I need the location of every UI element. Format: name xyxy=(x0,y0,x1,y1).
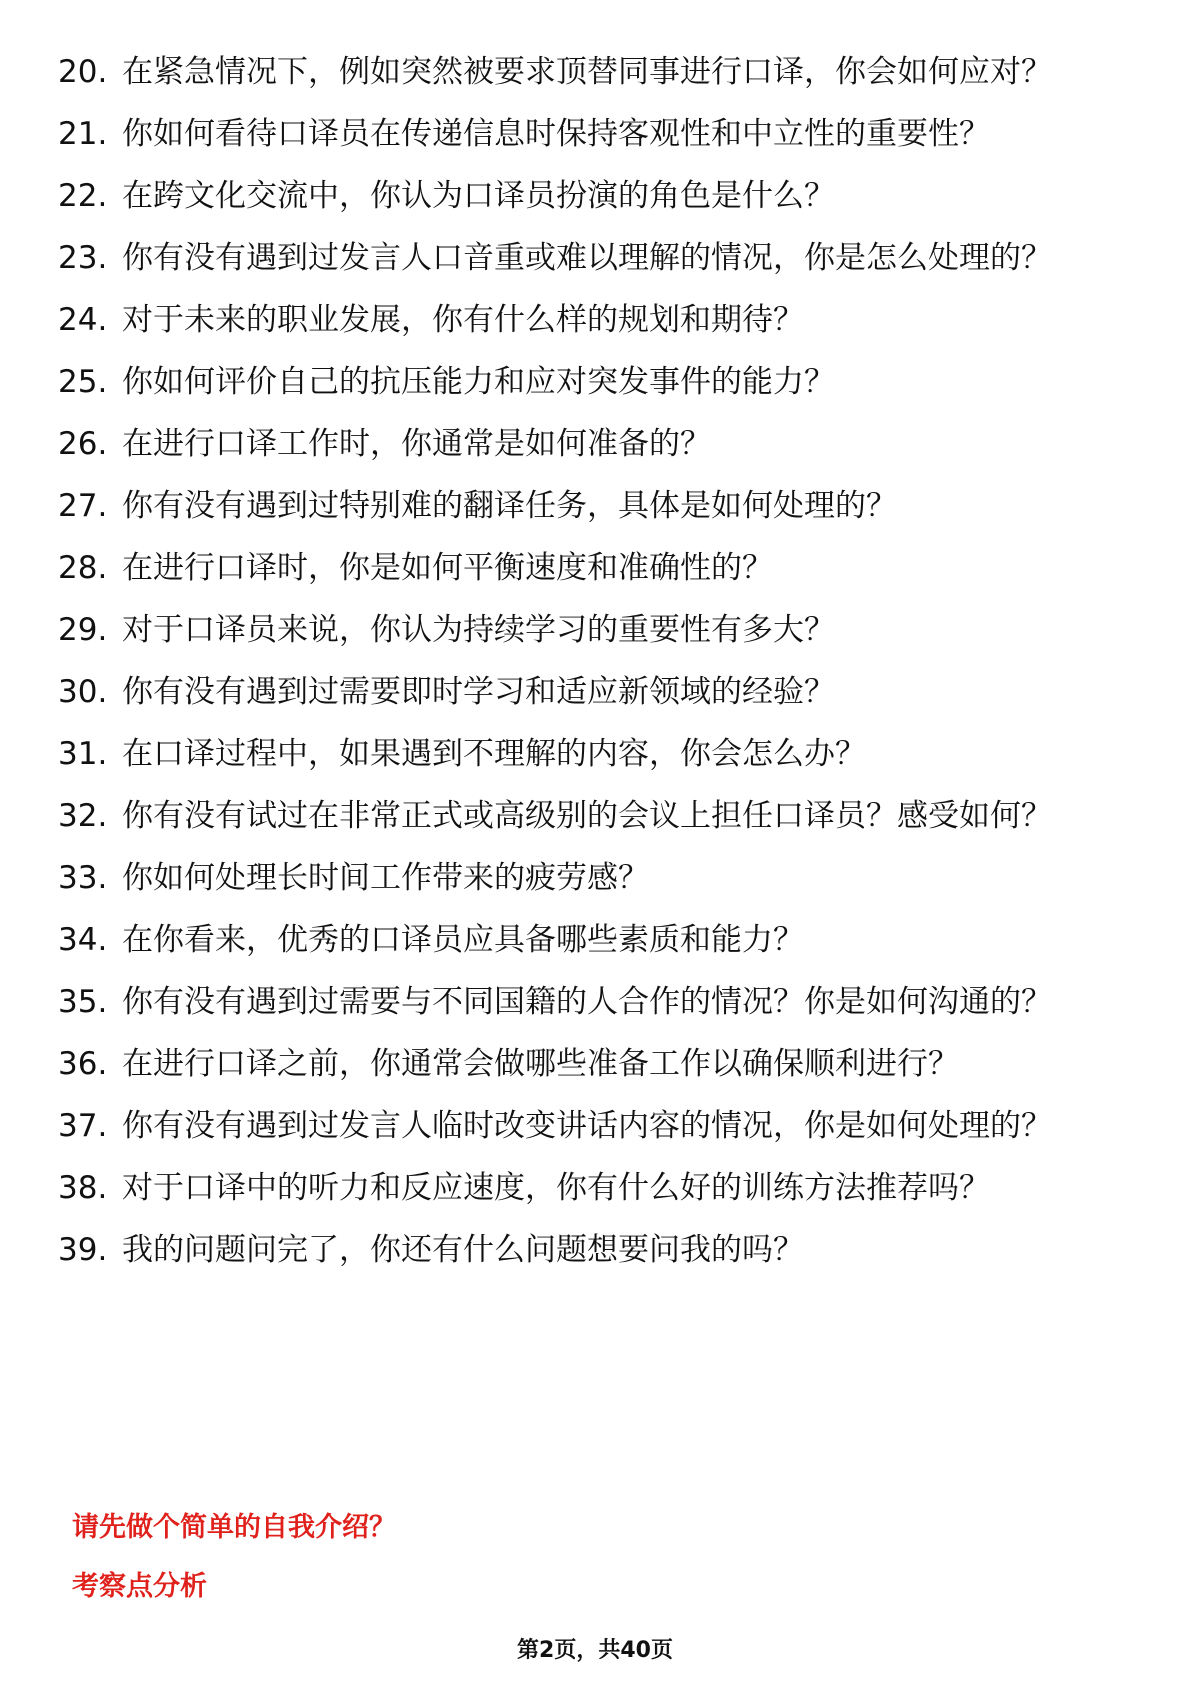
question-item xyxy=(58,176,1118,217)
question-text: 你如何处理长时间工作带来的疲劳感？ xyxy=(122,860,649,896)
question-list xyxy=(58,52,1118,1292)
question-text: 在紧急情况下，例如突然被要求顶替同事进行口译，你会如何应对？ xyxy=(122,54,1052,90)
question-item xyxy=(58,1044,1118,1085)
question-number: 21. xyxy=(58,116,108,152)
question-item xyxy=(58,486,1118,527)
question-text: 在进行口译之前，你通常会做哪些准备工作以确保顺利进行？ xyxy=(122,1046,959,1082)
question-item xyxy=(58,1230,1118,1271)
question-item xyxy=(58,300,1118,341)
question-text: 我的问题问完了，你还有什么问题想要问我的吗？ xyxy=(122,1232,804,1268)
question-number: 32. xyxy=(58,798,108,834)
question-number: 34. xyxy=(58,922,108,958)
question-number: 36. xyxy=(58,1046,108,1082)
question-text: 你有没有遇到过需要与不同国籍的人合作的情况？你是如何沟通的？ xyxy=(122,984,1052,1020)
question-item xyxy=(58,982,1118,1023)
question-item xyxy=(58,610,1118,651)
question-item xyxy=(58,238,1118,279)
question-item xyxy=(58,362,1118,403)
question-text: 在进行口译时，你是如何平衡速度和准确性的？ xyxy=(122,550,773,586)
question-text: 你如何看待口译员在传递信息时保持客观性和中立性的重要性？ xyxy=(122,116,990,152)
section-heading-analysis: 考察点分析 xyxy=(72,1571,207,1602)
question-text: 在口译过程中，如果遇到不理解的内容，你会怎么办？ xyxy=(122,736,866,772)
question-number: 22. xyxy=(58,178,108,214)
question-number: 28. xyxy=(58,550,108,586)
question-number: 37. xyxy=(58,1108,108,1144)
question-item xyxy=(58,548,1118,589)
question-item xyxy=(58,52,1118,93)
question-number: 26. xyxy=(58,426,108,462)
question-number: 38. xyxy=(58,1170,108,1206)
question-text: 在进行口译工作时，你通常是如何准备的？ xyxy=(122,426,711,462)
question-text: 你有没有遇到过发言人临时改变讲话内容的情况，你是如何处理的？ xyxy=(122,1108,1052,1144)
question-item xyxy=(58,920,1118,961)
question-text: 你有没有遇到过特别难的翻译任务，具体是如何处理的？ xyxy=(122,488,897,524)
question-text: 你有没有试过在非常正式或高级别的会议上担任口译员？感受如何？ xyxy=(122,798,1052,834)
question-item xyxy=(58,796,1118,837)
question-item xyxy=(58,858,1118,899)
question-number: 20. xyxy=(58,54,108,90)
question-text: 你有没有遇到过需要即时学习和适应新领域的经验？ xyxy=(122,674,835,710)
question-text: 对于口译中的听力和反应速度，你有什么好的训练方法推荐吗？ xyxy=(122,1170,990,1206)
question-number: 23. xyxy=(58,240,108,276)
question-text: 对于未来的职业发展，你有什么样的规划和期待？ xyxy=(122,302,804,338)
question-number: 30. xyxy=(58,674,108,710)
question-number: 29. xyxy=(58,612,108,648)
question-number: 27. xyxy=(58,488,108,524)
question-text: 你有没有遇到过发言人口音重或难以理解的情况，你是怎么处理的？ xyxy=(122,240,1052,276)
question-item xyxy=(58,1168,1118,1209)
question-number: 31. xyxy=(58,736,108,772)
question-item xyxy=(58,424,1118,465)
question-item xyxy=(58,734,1118,775)
section-heading-self-intro: 请先做个简单的自我介绍？ xyxy=(72,1512,396,1543)
question-number: 33. xyxy=(58,860,108,896)
question-text: 你如何评价自己的抗压能力和应对突发事件的能力？ xyxy=(122,364,835,400)
question-text: 在你看来，优秀的口译员应具备哪些素质和能力？ xyxy=(122,922,804,958)
question-item xyxy=(58,114,1118,155)
question-text: 在跨文化交流中，你认为口译员扮演的角色是什么？ xyxy=(122,178,835,214)
page-number-footer: 第2页，共40页 xyxy=(517,1638,673,1663)
question-item xyxy=(58,1106,1118,1147)
question-number: 39. xyxy=(58,1232,108,1268)
question-number: 24. xyxy=(58,302,108,338)
question-item xyxy=(58,672,1118,713)
question-text: 对于口译员来说，你认为持续学习的重要性有多大？ xyxy=(122,612,835,648)
question-number: 35. xyxy=(58,984,108,1020)
question-number: 25. xyxy=(58,364,108,400)
